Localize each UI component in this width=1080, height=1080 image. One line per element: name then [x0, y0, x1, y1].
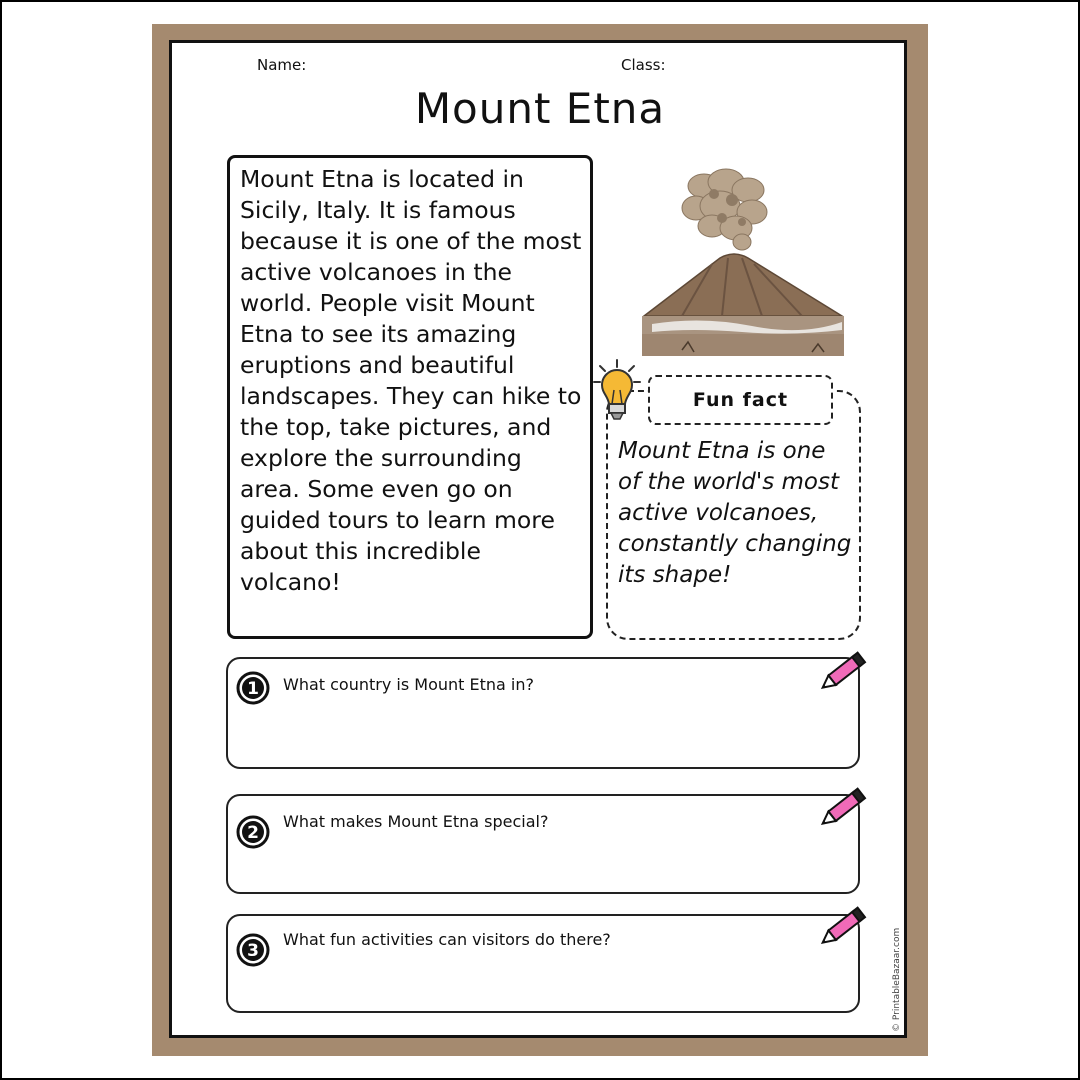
page-title: Mount Etna: [414, 84, 666, 133]
pencil-icon: [816, 648, 870, 698]
number-badge-icon: [236, 933, 270, 967]
pencil-icon: [816, 903, 870, 953]
question-2-text: What makes Mount Etna special?: [283, 812, 549, 831]
question-1-answer-box[interactable]: [226, 657, 860, 769]
question-3-number: 3: [247, 941, 259, 961]
pencil-icon: [816, 784, 870, 834]
fun-fact-text: Mount Etna is one of the world's most active volcanoes, constantly changing its shape!: [618, 438, 852, 588]
lightbulb-icon: [592, 358, 642, 424]
reading-passage: Mount Etna is located in Sicily, Italy. It is famous because it is one of the most active volcanoes in the world. People visit Mount Etna to see its amazing eruptions and beautiful landscapes. They can hike to the top, take pictures, and explore the surrounding area. Some even go on guided tours to learn more about this incredible volcano!: [240, 165, 582, 596]
number-badge-icon: [236, 815, 270, 849]
fun-fact-heading: Fun fact: [648, 375, 833, 425]
name-label: Name:: [257, 56, 307, 74]
reading-passage-box: [227, 155, 593, 639]
number-badge-icon: [236, 671, 270, 705]
question-3-answer-box[interactable]: [226, 914, 860, 1013]
question-3-text: What fun activities can visitors do there?: [283, 930, 611, 949]
question-2-number: 2: [247, 823, 259, 843]
class-label: Class:: [621, 56, 666, 74]
volcano-illustration: [642, 166, 844, 356]
question-1-text: What country is Mount Etna in?: [283, 675, 534, 694]
question-2-answer-box[interactable]: [226, 794, 860, 894]
question-1-number: 1: [247, 679, 259, 699]
copyright-credit: © PrintableBazaar.com: [892, 927, 902, 1032]
